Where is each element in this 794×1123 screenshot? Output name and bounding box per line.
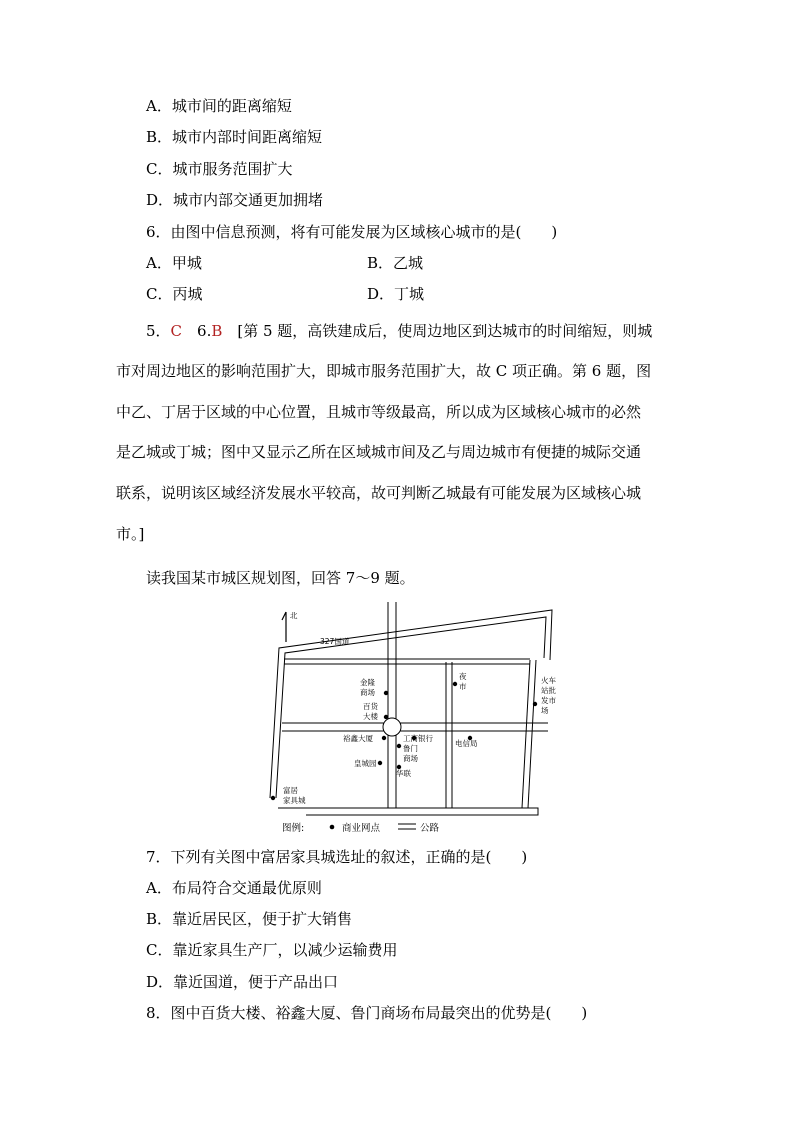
lumen-mall-point [397,744,401,748]
answer-5-number: 5． [146,322,171,340]
q7-stem: 7．下列有关图中富居家具城选址的叙述，正确的是( ) [146,848,528,866]
answer-6-number: 6. [197,322,212,340]
answer-5-letter: C [170,322,183,340]
baihuo-label-2: 大楼 [363,712,378,721]
night-market-label-1: 夜 [459,672,467,681]
yuxin-tower-point [382,736,386,740]
answer-explanation-line-4: 是乙城或丁城；图中又显示乙所在区域城市间及乙与周边城市有便捷的城际交通 [116,443,642,461]
fuju-label-2: 家具城 [283,796,306,805]
legend-point-label: 商业网点 [342,823,381,834]
huangcheng-label: 皇城园 [354,759,377,768]
q6-option-c: C．丙城 [146,285,203,303]
highway-327-inner [276,617,546,798]
southern-road [278,808,538,815]
answer-explanation-line-2: 市对周边地区的影响范围扩大，即城市服务范围扩大，故 C 项正确。第 6 题，图 [116,362,652,380]
q5-option-d: D．城市内部交通更加拥堵 [146,191,324,209]
north-arrow-icon [282,612,286,642]
railway-label-2: 站批 [541,686,556,695]
jinlong-label-2: 商场 [360,688,375,697]
railway-market-point [533,702,537,706]
fuju-label-1: 富居 [283,786,298,795]
telecom-label: 电信局 [455,739,478,748]
lumen-label-2: 商场 [403,754,418,763]
icbc-label: 工商银行 [403,734,433,743]
fuju-furniture-point [271,796,275,800]
north-label: 北 [290,611,298,620]
roundabout [383,718,401,736]
answer-explanation-line-5: 联系，说明该区域经济发展水平较高，故可判断乙城最有可能发展为区域核心城 [116,484,642,502]
baihuo-building-point [384,715,388,719]
q7-option-d: D．靠近国道，便于产品出口 [146,973,339,991]
night-market-label-2: 市 [459,682,467,691]
jinlong-label-1: 金隆 [360,678,375,687]
answer-explanation-line-1: [第 5 题，高铁建成后，使周边地区到达城市的时间缩短，则城 [237,322,653,340]
q6-option-d: D．丁城 [367,285,425,303]
q6-option-b: B．乙城 [367,254,424,272]
q5-option-c: C．城市服务范围扩大 [146,160,293,178]
q7-option-b: B．靠近居民区，便于扩大销售 [146,910,353,928]
q5-option-a: A．城市间的距离缩短 [146,97,292,115]
hualian-label: 华联 [396,769,411,778]
answer-6-letter: B [211,322,223,340]
q8-stem: 8．图中百货大楼、裕鑫大厦、鲁门商场布局最突出的优势是( ) [146,1004,588,1022]
yuxin-label: 裕鑫大厦 [343,734,373,743]
railway-label-1: 火车 [541,676,556,685]
q6-stem: 6．由图中信息预测，将有可能发展为区域核心城市的是( ) [146,223,558,241]
legend-title: 图例: [282,823,305,834]
q5-option-b: B．城市内部时间距离缩短 [146,128,323,146]
answer-explanation-line-6: 市。] [116,525,145,543]
night-market-point [453,682,457,686]
city-planning-map [266,600,556,836]
baihuo-label-1: 百货 [363,702,378,711]
legend-point-icon [330,825,335,830]
huangcheng-point [378,761,382,765]
legend-road-label: 公路 [420,823,440,834]
legend-road-icon [398,824,416,829]
map-intro: 读我国某市城区规划图，回答 7～9 题。 [146,569,415,587]
highway-327-outer [270,610,552,798]
railway-label-3: 发市 [541,696,556,705]
city-map-svg [266,600,556,836]
answer-first-line [146,322,652,340]
jinlong-mall-point [384,691,388,695]
answer-explanation-line-3: 中乙、丁居于区域的中心位置，且城市等级最高，所以成为区域核心城市的必然 [116,403,642,421]
q7-option-a: A．布局符合交通最优原则 [146,879,322,897]
railway-label-4: 场 [541,706,549,715]
q7-option-c: C．靠近家具生产厂，以减少运输费用 [146,941,398,959]
lumen-label-1: 鲁门 [403,744,418,753]
q6-option-a: A．甲城 [146,254,202,272]
highway-327-label: 327国道 [320,637,350,646]
